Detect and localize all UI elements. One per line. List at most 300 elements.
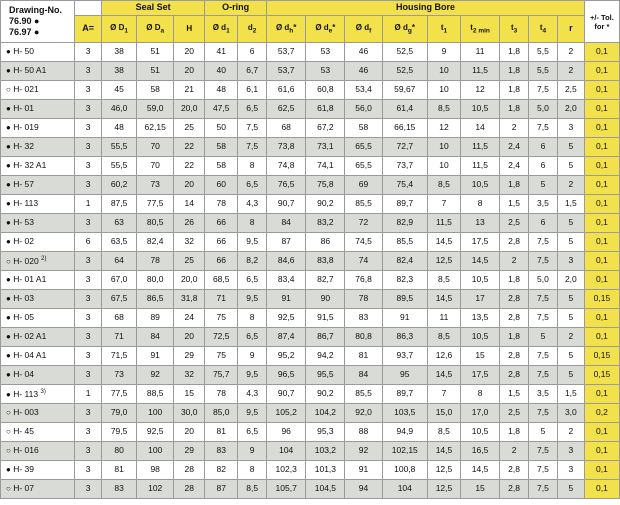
cell-d2: 7,5 xyxy=(238,138,267,157)
cell-dh: 95,2 xyxy=(267,347,306,366)
cell-Da: 78 xyxy=(137,252,174,271)
cell-t3: 1,5 xyxy=(500,385,529,404)
cell-t2: 10,5 xyxy=(460,328,499,347)
cell-r: 2,0 xyxy=(557,271,584,290)
cell-dg: 94,9 xyxy=(382,423,427,442)
cell-df: 72 xyxy=(345,214,382,233)
cell-d1: 66 xyxy=(205,233,238,252)
cell-tolerance: 0,1 xyxy=(584,442,619,461)
cell-t3: 1,8 xyxy=(500,271,529,290)
cell-t2: 11,5 xyxy=(460,62,499,81)
cell-de: 94,2 xyxy=(306,347,345,366)
cell-D1: 83 xyxy=(102,480,137,499)
row-drawing-no xyxy=(1,176,75,195)
cell-dh: 90,7 xyxy=(267,195,306,214)
row-name: H- 003 xyxy=(13,407,39,418)
cell-Da: 77,5 xyxy=(137,195,174,214)
cell-d1: 81 xyxy=(205,423,238,442)
cell-A: 3 xyxy=(75,461,102,480)
cell-de: 104,5 xyxy=(306,480,345,499)
cell-d1: 58 xyxy=(205,157,238,176)
row-marker-icon: ○ xyxy=(6,85,11,95)
cell-Da: 92 xyxy=(137,366,174,385)
cell-d1: 68,5 xyxy=(205,271,238,290)
cell-df: 58 xyxy=(345,119,382,138)
cell-tolerance: 0,1 xyxy=(584,43,619,62)
cell-de: 67,2 xyxy=(306,119,345,138)
cell-Da: 88,5 xyxy=(137,385,174,404)
row-name: H- 01 A1 xyxy=(13,274,47,285)
cell-t4: 7,5 xyxy=(529,347,558,366)
table-header xyxy=(1,1,620,43)
cell-r: 5 xyxy=(557,214,584,233)
cell-d2: 8 xyxy=(238,157,267,176)
drawing-no-line2: 76.97 ● xyxy=(9,27,40,38)
table-row[interactable] xyxy=(1,119,620,138)
row-drawing-no xyxy=(1,214,75,233)
cell-H: 20 xyxy=(174,423,205,442)
table-row[interactable] xyxy=(1,62,620,81)
cell-t2: 17,5 xyxy=(460,366,499,385)
cell-t3: 2,5 xyxy=(500,404,529,423)
cell-tolerance: 0,15 xyxy=(584,290,619,309)
cell-df: 83 xyxy=(345,309,382,328)
row-name: H- 50 xyxy=(13,46,35,57)
cell-dh: 105,7 xyxy=(267,480,306,499)
cell-t4: 7,5 xyxy=(529,81,558,100)
cell-t2: 14,5 xyxy=(460,252,499,271)
row-name: H- 021 xyxy=(13,84,39,95)
cell-r: 3 xyxy=(557,252,584,271)
cell-d2: 9,5 xyxy=(238,233,267,252)
cell-D1: 63 xyxy=(102,214,137,233)
cell-H: 25 xyxy=(174,119,205,138)
cell-D1: 46,0 xyxy=(102,100,137,119)
cell-t3: 1,8 xyxy=(500,81,529,100)
cell-dh: 90,7 xyxy=(267,385,306,404)
cell-t3: 1,8 xyxy=(500,176,529,195)
cell-r: 3 xyxy=(557,442,584,461)
cell-df: 76,8 xyxy=(345,271,382,290)
cell-de: 74,1 xyxy=(306,157,345,176)
table-row[interactable] xyxy=(1,328,620,347)
cell-t1: 8,5 xyxy=(427,176,460,195)
cell-D1: 87,5 xyxy=(102,195,137,214)
cell-dg: 72,7 xyxy=(382,138,427,157)
cell-dh: 104 xyxy=(267,442,306,461)
cell-t4: 5,5 xyxy=(529,62,558,81)
col-D1: Ø $D_1$ xyxy=(102,16,137,43)
row-marker-icon: ● xyxy=(6,142,11,152)
cell-t1: 14,5 xyxy=(427,290,460,309)
cell-H: 30,0 xyxy=(174,404,205,423)
cell-d2: 4,3 xyxy=(238,195,267,214)
cell-d2: 7,5 xyxy=(238,119,267,138)
cell-t2: 16,5 xyxy=(460,442,499,461)
cell-D1: 77,5 xyxy=(102,385,137,404)
cell-df: 84 xyxy=(345,366,382,385)
cell-d2: 6,5 xyxy=(238,100,267,119)
table-row[interactable] xyxy=(1,100,620,119)
cell-tolerance: 0,1 xyxy=(584,480,619,499)
cell-r: 3 xyxy=(557,461,584,480)
cell-r: 5 xyxy=(557,366,584,385)
cell-d1: 87 xyxy=(205,480,238,499)
cell-D1: 67,0 xyxy=(102,271,137,290)
cell-t1: 8,5 xyxy=(427,100,460,119)
cell-H: 21 xyxy=(174,81,205,100)
cell-dh: 73,8 xyxy=(267,138,306,157)
row-name: H- 53 xyxy=(13,217,35,228)
table-row[interactable] xyxy=(1,252,620,271)
cell-t4: 6 xyxy=(529,138,558,157)
cell-tolerance: 0,1 xyxy=(584,252,619,271)
cell-d1: 48 xyxy=(205,81,238,100)
table-row[interactable] xyxy=(1,442,620,461)
cell-r: 5 xyxy=(557,309,584,328)
cell-tolerance: 0,1 xyxy=(584,271,619,290)
cell-t3: 2,8 xyxy=(500,461,529,480)
cell-t2: 8 xyxy=(460,385,499,404)
cell-d2: 9,5 xyxy=(238,404,267,423)
cell-d1: 41 xyxy=(205,43,238,62)
cell-t1: 12,5 xyxy=(427,480,460,499)
cell-t3: 2,8 xyxy=(500,233,529,252)
cell-dg: 93,7 xyxy=(382,347,427,366)
row-marker-icon: ○ xyxy=(6,427,11,437)
cell-Da: 59,0 xyxy=(137,100,174,119)
row-name: H- 57 xyxy=(13,179,35,190)
cell-Da: 70 xyxy=(137,138,174,157)
header-spacer-a xyxy=(75,1,102,16)
cell-dh: 91 xyxy=(267,290,306,309)
cell-d1: 47,5 xyxy=(205,100,238,119)
cell-D1: 67,5 xyxy=(102,290,137,309)
cell-de: 104,2 xyxy=(306,404,345,423)
col-t2: $t_{2 min}$ xyxy=(460,16,499,43)
row-drawing-no xyxy=(1,385,75,404)
row-drawing-no xyxy=(1,43,75,62)
cell-tolerance: 0,1 xyxy=(584,100,619,119)
cell-A: 3 xyxy=(75,43,102,62)
cell-H: 20,0 xyxy=(174,271,205,290)
cell-D1: 79,5 xyxy=(102,423,137,442)
cell-A: 3 xyxy=(75,480,102,499)
cell-t1: 10 xyxy=(427,157,460,176)
row-drawing-no xyxy=(1,347,75,366)
cell-t3: 2,5 xyxy=(500,214,529,233)
drawing-no-cell xyxy=(1,1,75,43)
cell-t2: 8 xyxy=(460,195,499,214)
cell-dh: 53,7 xyxy=(267,43,306,62)
cell-d1: 50 xyxy=(205,119,238,138)
cell-Da: 84 xyxy=(137,328,174,347)
row-name: H- 04 xyxy=(13,369,35,380)
row-drawing-no xyxy=(1,157,75,176)
row-name: H- 45 xyxy=(13,426,35,437)
row-drawing-no xyxy=(1,404,75,423)
cell-dg: 89,7 xyxy=(382,385,427,404)
table-row[interactable] xyxy=(1,195,620,214)
cell-dg: 103,5 xyxy=(382,404,427,423)
cell-d1: 66 xyxy=(205,252,238,271)
row-marker-icon: ● xyxy=(6,66,11,76)
cell-tolerance: 0,1 xyxy=(584,214,619,233)
cell-df: 85,5 xyxy=(345,385,382,404)
cell-t3: 2,8 xyxy=(500,366,529,385)
row-name: H- 32 xyxy=(13,141,35,152)
row-marker-icon: ○ xyxy=(6,484,11,494)
row-drawing-no xyxy=(1,423,75,442)
row-name: H- 113 xyxy=(13,198,39,209)
header-column-row xyxy=(1,16,620,43)
cell-t3: 2,8 xyxy=(500,480,529,499)
cell-t1: 7 xyxy=(427,385,460,404)
cell-tolerance: 0,15 xyxy=(584,347,619,366)
cell-dg: 61,4 xyxy=(382,100,427,119)
cell-t3: 1,8 xyxy=(500,423,529,442)
cell-A: 3 xyxy=(75,271,102,290)
cell-t2: 17,0 xyxy=(460,404,499,423)
cell-t4: 5,5 xyxy=(529,43,558,62)
table-row[interactable] xyxy=(1,43,620,62)
table-row[interactable] xyxy=(1,385,620,404)
cell-dg: 95 xyxy=(382,366,427,385)
cell-df: 91 xyxy=(345,461,382,480)
cell-tolerance: 0,1 xyxy=(584,423,619,442)
row-drawing-no xyxy=(1,119,75,138)
col-H: H xyxy=(174,16,205,43)
cell-df: 53,4 xyxy=(345,81,382,100)
cell-df: 69 xyxy=(345,176,382,195)
cell-t3: 2 xyxy=(500,119,529,138)
cell-t2: 10,5 xyxy=(460,176,499,195)
cell-t2: 17 xyxy=(460,290,499,309)
row-marker-icon: ● xyxy=(6,351,11,361)
row-marker-icon: ● xyxy=(6,104,11,114)
row-marker-icon: ● xyxy=(6,199,11,209)
cell-de: 95,5 xyxy=(306,366,345,385)
cell-t2: 11,5 xyxy=(460,138,499,157)
cell-dg: 66,15 xyxy=(382,119,427,138)
table-row[interactable] xyxy=(1,366,620,385)
cell-tolerance: 0,1 xyxy=(584,233,619,252)
cell-de: 90,2 xyxy=(306,385,345,404)
table-row[interactable] xyxy=(1,347,620,366)
cell-H: 24 xyxy=(174,309,205,328)
row-name: H- 39 xyxy=(13,464,35,475)
cell-de: 75,8 xyxy=(306,176,345,195)
cell-H: 20 xyxy=(174,328,205,347)
cell-r: 2 xyxy=(557,328,584,347)
table-row[interactable] xyxy=(1,81,620,100)
cell-t4: 5 xyxy=(529,328,558,347)
cell-A: 3 xyxy=(75,366,102,385)
cell-t2: 17,5 xyxy=(460,233,499,252)
cell-t3: 2,8 xyxy=(500,347,529,366)
cell-t3: 2,4 xyxy=(500,138,529,157)
cell-d1: 40 xyxy=(205,62,238,81)
cell-t1: 12 xyxy=(427,119,460,138)
cell-A: 3 xyxy=(75,157,102,176)
row-name: H- 020 xyxy=(13,255,39,266)
header-group-housing-bore: Housing Bore xyxy=(267,1,585,16)
table-row[interactable] xyxy=(1,461,620,480)
cell-D1: 71 xyxy=(102,328,137,347)
cell-dg: 100,8 xyxy=(382,461,427,480)
cell-r: 2 xyxy=(557,43,584,62)
cell-D1: 79,0 xyxy=(102,404,137,423)
row-drawing-no xyxy=(1,290,75,309)
cell-de: 61,8 xyxy=(306,100,345,119)
cell-dg: 52,5 xyxy=(382,62,427,81)
cell-d1: 78 xyxy=(205,195,238,214)
cell-H: 32 xyxy=(174,233,205,252)
cell-t1: 14,5 xyxy=(427,233,460,252)
row-drawing-no xyxy=(1,252,75,271)
cell-dg: 82,9 xyxy=(382,214,427,233)
cell-df: 81 xyxy=(345,347,382,366)
cell-df: 78 xyxy=(345,290,382,309)
col-df: Ø $d_f$ xyxy=(345,16,382,43)
row-name: H- 50 A1 xyxy=(13,65,47,76)
cell-A: 3 xyxy=(75,252,102,271)
table-row[interactable] xyxy=(1,290,620,309)
table-row[interactable] xyxy=(1,309,620,328)
cell-A: 3 xyxy=(75,81,102,100)
cell-de: 53 xyxy=(306,43,345,62)
header-tolerance-cell xyxy=(584,1,619,43)
cell-tolerance: 0,1 xyxy=(584,195,619,214)
cell-dg: 52,5 xyxy=(382,43,427,62)
cell-df: 74 xyxy=(345,252,382,271)
row-marker-icon: ● xyxy=(6,161,11,171)
cell-r: 1,5 xyxy=(557,385,584,404)
cell-r: 2 xyxy=(557,176,584,195)
cell-H: 25 xyxy=(174,252,205,271)
cell-Da: 51 xyxy=(137,43,174,62)
table-row[interactable] xyxy=(1,214,620,233)
cell-dg: 86,3 xyxy=(382,328,427,347)
cell-d1: 82 xyxy=(205,461,238,480)
row-name: H- 03 xyxy=(13,293,35,304)
row-drawing-no xyxy=(1,309,75,328)
cell-tolerance: 0,2 xyxy=(584,404,619,423)
cell-tolerance: 0,1 xyxy=(584,385,619,404)
row-name: H- 016 xyxy=(13,445,39,456)
cell-r: 5 xyxy=(557,157,584,176)
cell-H: 29 xyxy=(174,442,205,461)
cell-dh: 87,4 xyxy=(267,328,306,347)
cell-d2: 6,7 xyxy=(238,62,267,81)
cell-tolerance: 0,15 xyxy=(584,366,619,385)
cell-t1: 10 xyxy=(427,138,460,157)
cell-d2: 6,1 xyxy=(238,81,267,100)
col-dh: Ø $d_h*$ xyxy=(267,16,306,43)
row-name: H- 04 A1 xyxy=(13,350,47,361)
table-row[interactable] xyxy=(1,176,620,195)
cell-d1: 83 xyxy=(205,442,238,461)
cell-D1: 80 xyxy=(102,442,137,461)
cell-Da: 58 xyxy=(137,81,174,100)
cell-D1: 38 xyxy=(102,43,137,62)
cell-df: 94 xyxy=(345,480,382,499)
table-row[interactable] xyxy=(1,138,620,157)
cell-H: 28 xyxy=(174,461,205,480)
col-d2: $d_2$ xyxy=(238,16,267,43)
row-name: H- 01 xyxy=(13,103,35,114)
cell-t4: 7,5 xyxy=(529,119,558,138)
cell-d1: 75,7 xyxy=(205,366,238,385)
table-row[interactable] xyxy=(1,404,620,423)
table-row[interactable] xyxy=(1,271,620,290)
cell-tolerance: 0,1 xyxy=(584,119,619,138)
cell-t3: 2 xyxy=(500,442,529,461)
cell-H: 20,0 xyxy=(174,100,205,119)
cell-dg: 85,5 xyxy=(382,233,427,252)
cell-A: 6 xyxy=(75,233,102,252)
cell-dh: 61,6 xyxy=(267,81,306,100)
cell-H: 20 xyxy=(174,43,205,62)
table-row[interactable] xyxy=(1,423,620,442)
cell-A: 3 xyxy=(75,309,102,328)
cell-dh: 74,8 xyxy=(267,157,306,176)
row-drawing-no xyxy=(1,366,75,385)
cell-de: 91,5 xyxy=(306,309,345,328)
row-drawing-no xyxy=(1,138,75,157)
cell-t4: 7,5 xyxy=(529,480,558,499)
cell-dh: 62,5 xyxy=(267,100,306,119)
cell-t3: 2,8 xyxy=(500,290,529,309)
cell-d2: 6,5 xyxy=(238,328,267,347)
cell-r: 2,0 xyxy=(557,100,584,119)
cell-de: 90 xyxy=(306,290,345,309)
cell-A: 3 xyxy=(75,138,102,157)
cell-H: 26 xyxy=(174,214,205,233)
cell-Da: 80,5 xyxy=(137,214,174,233)
cell-A: 3 xyxy=(75,100,102,119)
cell-de: 86,7 xyxy=(306,328,345,347)
cell-de: 83,8 xyxy=(306,252,345,271)
table-row[interactable] xyxy=(1,480,620,499)
cell-t2: 11 xyxy=(460,43,499,62)
cell-Da: 62,15 xyxy=(137,119,174,138)
cell-t4: 5 xyxy=(529,176,558,195)
cell-r: 3 xyxy=(557,119,584,138)
cell-d2: 8 xyxy=(238,461,267,480)
col-A: A= xyxy=(75,16,102,43)
table-row[interactable] xyxy=(1,157,620,176)
cell-D1: 81 xyxy=(102,461,137,480)
cell-t1: 14,5 xyxy=(427,442,460,461)
cell-D1: 63,5 xyxy=(102,233,137,252)
table-row[interactable] xyxy=(1,233,620,252)
cell-t3: 1,8 xyxy=(500,43,529,62)
cell-D1: 68 xyxy=(102,309,137,328)
cell-df: 92 xyxy=(345,442,382,461)
cell-A: 3 xyxy=(75,328,102,347)
cell-tolerance: 0,1 xyxy=(584,328,619,347)
cell-t1: 11,5 xyxy=(427,214,460,233)
cell-t1: 12,5 xyxy=(427,461,460,480)
cell-de: 90,2 xyxy=(306,195,345,214)
row-marker-icon: ● xyxy=(6,370,11,380)
header-group-seal-set: Seal Set xyxy=(102,1,205,16)
cell-Da: 98 xyxy=(137,461,174,480)
cell-D1: 64 xyxy=(102,252,137,271)
cell-t4: 7,5 xyxy=(529,366,558,385)
cell-de: 101,3 xyxy=(306,461,345,480)
